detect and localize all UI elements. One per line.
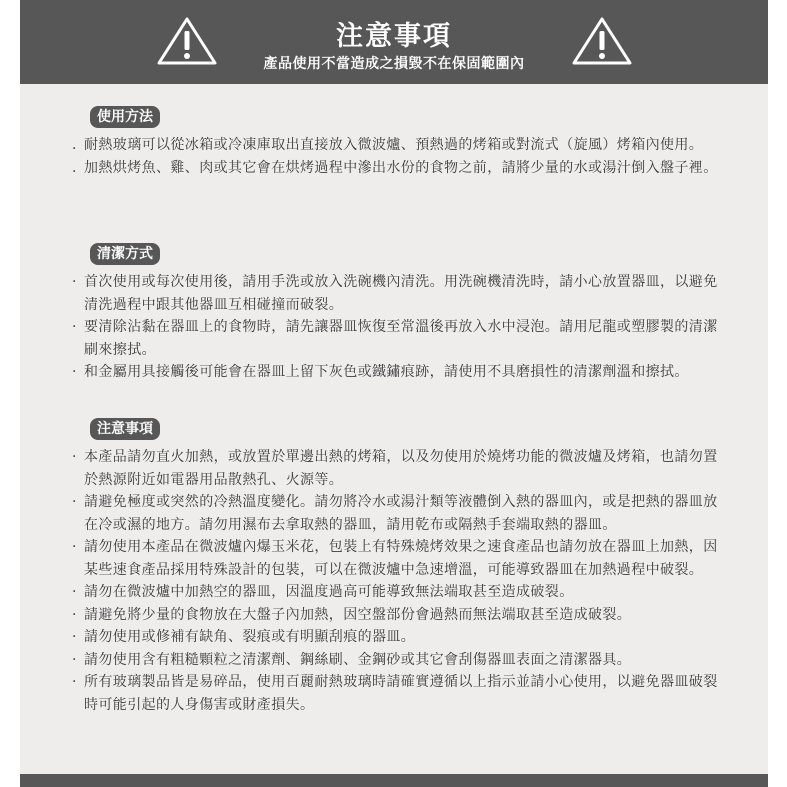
item-text: 本產品請勿直火加熱，或放置於單邊出熱的烤箱，以及勿使用於燒烤功能的微波爐及烤箱，也請勿置於熱源附近如電器用品散熱孔、火源等。: [84, 449, 718, 488]
item-text: 耐熱玻璃可以從冰箱或冷凍庫取出直接放入微波爐、預熱過的烤箱或對流式（旋風）烤箱內使用。: [84, 137, 704, 153]
bullet: ·: [72, 274, 77, 290]
list-item: [68, 581, 718, 604]
list-item: [68, 536, 718, 581]
bullet: ·: [72, 651, 77, 668]
bullet: ·: [72, 539, 77, 555]
bullet: .: [72, 159, 77, 176]
bullet: ·: [72, 494, 77, 510]
bullet: ·: [72, 674, 77, 690]
item-text: 請勿使用含有粗糙顆粒之清潔劑、鋼絲刷、金鋼砂或其它會刮傷器皿表面之清潔器具。: [84, 651, 632, 668]
list-item: [68, 491, 718, 536]
list-item: [68, 446, 718, 491]
section-caution: [68, 418, 718, 716]
item-text: 要清除沾黏在器皿上的食物時，請先讓器皿恢復至常溫後再放入水中浸泡。請用尼龍或塑膠製的清潔刷來擦拭。: [84, 319, 718, 358]
item-text: 請勿在微波爐中加熱空的器皿，因溫度過高可能導致無法端取甚至造成破裂。: [84, 584, 574, 600]
page-title: 注意事項: [336, 21, 452, 52]
list-item: [68, 361, 718, 384]
list-item: [68, 671, 718, 716]
item-text: 請避免將少量的食物放在大盤子內加熱，因空盤部份會過熱而無法端取甚至造成破裂。: [84, 606, 632, 623]
item-text: 請勿使用本產品在微波爐內爆玉米花，包裝上有特殊燒烤效果之速食產品也請勿放在器皿上加熱，因某些速食產品採用特殊設計的包裝，可以在微波爐中急速增溫，可能導致器皿在加熱過程中破裂。: [84, 539, 718, 578]
section-heading: 清潔方式: [90, 243, 160, 265]
usage-list: [68, 134, 718, 179]
section-usage: [68, 106, 718, 179]
item-text: 加熱烘烤魚、雞、肉或其它會在烘烤過程中滲出水份的食物之前，請將少量的水或湯汁倒入盤子裡。: [84, 159, 718, 176]
list-item: [68, 134, 718, 157]
bullet: ·: [72, 364, 77, 380]
section-heading: 注意事項: [90, 418, 160, 440]
item-text: 首次使用或每次使用後，請用手洗或放入洗碗機內清洗。用洗碗機清洗時，請小心放置器皿，以避免清洗過程中跟其他器皿互相碰撞而破裂。: [84, 274, 718, 313]
item-text: 和金屬用具接觸後可能會在器皿上留下灰色或鐵鏽痕跡，請使用不具磨損性的清潔劑溫和擦拭。: [84, 364, 689, 380]
list-item: [68, 626, 718, 649]
item-text: 請避免極度或突然的冷熱溫度變化。請勿將冷水或湯汁類等液體倒入熱的器皿內，或是把熱的器皿放在冷或濕的地方。請勿用濕布去拿取熱的器皿，請用乾布或隔熱手套端取熱的器皿。: [84, 494, 718, 533]
list-item: [68, 157, 718, 180]
list-item: [68, 604, 718, 627]
list-item: [68, 316, 718, 361]
list-item: [68, 649, 718, 672]
bullet: ·: [72, 319, 77, 335]
section-heading: 使用方法: [90, 106, 160, 128]
list-item: [68, 271, 718, 316]
footer-bar: [20, 774, 768, 787]
caution-list: [68, 446, 718, 716]
bullet: ·: [72, 584, 77, 600]
bullet: ·: [72, 606, 77, 623]
item-text: 請勿使用或修補有缺角、裂痕或有明顯刮痕的器皿。: [84, 629, 416, 645]
bullet: ·: [72, 449, 77, 465]
section-cleaning: [68, 243, 718, 384]
bullet: .: [72, 137, 77, 153]
bullet: ·: [72, 629, 77, 645]
page-subtitle: 產品使用不當造成之損毀不在保固範圍內: [263, 56, 525, 72]
header-banner: [20, 0, 768, 84]
item-text: 所有玻璃製品皆是易碎品，使用百麗耐熱玻璃時請確實遵循以上指示並請小心使用，以避免器皿破裂時可能引起的人身傷害或財產損失。: [84, 674, 718, 713]
cleaning-list: [68, 271, 718, 384]
warning-icon: [571, 16, 633, 66]
